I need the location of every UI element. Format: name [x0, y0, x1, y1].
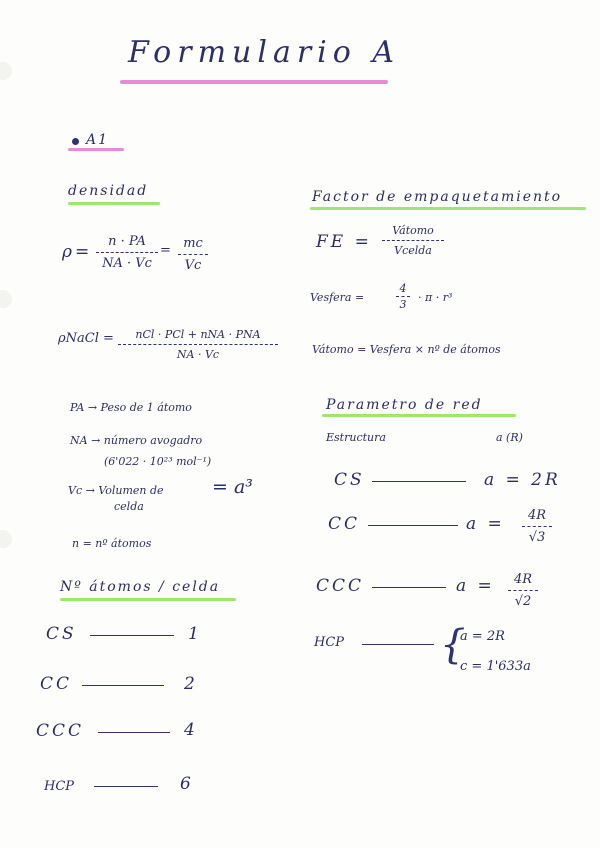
punch-hole — [0, 530, 12, 548]
def-pa: PA → Peso de 1 átomo — [70, 401, 192, 414]
fe-numerator: Vátomo — [392, 224, 434, 237]
def-vc-cont: celda — [114, 500, 144, 513]
nacl-numerator: nCl · PCl + nNA · PNA — [135, 328, 261, 341]
dash-line — [90, 635, 174, 636]
dash-line — [372, 481, 466, 482]
rho-symbol: ρ= — [62, 242, 93, 262]
four-thirds-den: 3 — [399, 298, 407, 311]
equals-sign: = — [160, 243, 171, 258]
dash-line — [82, 685, 164, 686]
nacl-denominator: NA · Vc — [176, 348, 220, 361]
atoms-structure-hcp: HCP — [44, 779, 75, 794]
lattice-heading-underline — [322, 414, 516, 417]
rho-nacl-symbol: ρNaCl = — [58, 331, 114, 346]
section-underline — [68, 148, 124, 151]
mass-volume-fraction — [178, 236, 208, 273]
lattice-value-cs: a = 2R — [484, 470, 561, 490]
atoms-value-ccc: 4 — [184, 720, 198, 740]
nacl-density-fraction — [118, 328, 278, 361]
punch-hole — [0, 290, 12, 308]
hcp-line-1: a = 2R — [460, 629, 505, 644]
dash-line — [98, 732, 170, 733]
lattice-fraction-ccc — [508, 572, 538, 609]
lattice-num-cc: 4R — [527, 508, 547, 523]
packing-factor-heading: Factor de empaquetamiento — [312, 189, 563, 205]
lattice-structure-cs: CS — [334, 470, 365, 490]
vatom-formula: Vátomo = Vesfera × nº de átomos — [312, 343, 501, 356]
dash-line — [94, 786, 158, 787]
def-vc-value: = a³ — [212, 476, 253, 498]
vsphere-rhs: · π · r³ — [418, 291, 453, 304]
section-tag: A1 — [86, 132, 110, 148]
dash-line — [362, 644, 434, 645]
punch-hole — [0, 62, 12, 80]
atoms-structure-ccc: CCC — [36, 721, 85, 741]
lattice-structure-ccc: CCC — [316, 576, 365, 596]
page-title: Formulario A — [128, 35, 401, 70]
density-heading: densidad — [68, 183, 149, 199]
four-thirds-num: 4 — [399, 282, 407, 295]
atoms-structure-cc: CC — [40, 674, 73, 694]
def-na-value: (6'022 · 10²³ mol⁻¹) — [104, 455, 212, 468]
lattice-structure-cc: CC — [328, 514, 361, 534]
atoms-structure-cs: CS — [46, 624, 77, 644]
atoms-value-cc: 2 — [184, 674, 198, 694]
dash-line — [372, 587, 446, 588]
lattice-fraction-cc — [522, 508, 552, 545]
bullet-icon — [72, 138, 79, 145]
density-underline — [68, 202, 160, 205]
lattice-heading: Parametro de red — [326, 397, 483, 413]
title-underline — [120, 80, 388, 84]
lattice-den-ccc: √2 — [514, 594, 532, 609]
volume-denominator: Vc — [184, 258, 202, 273]
fe-symbol: FE = — [316, 232, 372, 252]
density-denominator: NA · Vc — [102, 256, 152, 271]
dash-line — [368, 525, 458, 526]
col-a-r: a (R) — [496, 431, 523, 444]
lattice-structure-hcp: HCP — [314, 635, 345, 650]
vsphere-lhs: Vesfera = — [310, 291, 365, 304]
density-fraction — [96, 234, 158, 271]
mass-numerator: mc — [183, 236, 203, 251]
four-thirds-fraction — [396, 282, 410, 311]
atoms-value-hcp: 6 — [180, 774, 194, 794]
atoms-per-cell-heading: Nº átomos / celda — [60, 579, 221, 595]
def-na: NA → número avogadro — [70, 434, 203, 447]
atoms-value-cs: 1 — [188, 624, 202, 644]
lattice-a-cc: a = — [466, 514, 505, 534]
hcp-brace: { — [440, 622, 466, 668]
def-vc: Vc → Volumen de — [68, 484, 164, 497]
fe-fraction — [382, 224, 444, 257]
density-numerator: n · PA — [108, 234, 146, 249]
lattice-den-cc: √3 — [528, 530, 546, 545]
hcp-line-2: c = 1'633a — [460, 659, 531, 674]
atoms-heading-underline — [60, 598, 236, 601]
col-structure: Estructura — [326, 431, 386, 444]
lattice-a-ccc: a = — [456, 576, 495, 596]
fe-denominator: Vcelda — [394, 244, 432, 257]
lattice-num-ccc: 4R — [513, 572, 533, 587]
def-n: n = nº átomos — [72, 537, 152, 550]
packing-factor-underline — [310, 207, 586, 210]
